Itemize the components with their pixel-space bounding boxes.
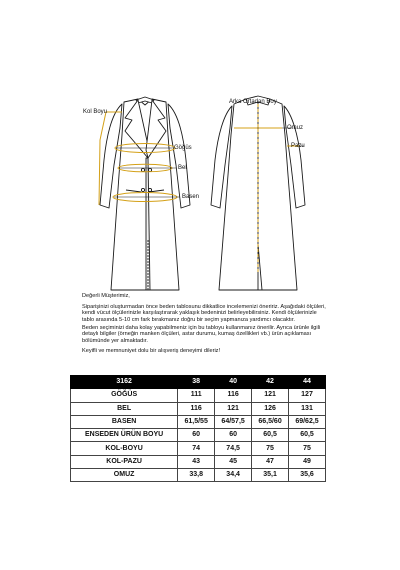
table-cell: 60,5 <box>252 429 289 442</box>
table-cell: 35,1 <box>252 469 289 482</box>
table-cell: KOL-BOYU <box>71 442 178 455</box>
label-shoulder: Omuz <box>287 125 304 131</box>
table-cell: 69/62,5 <box>289 415 326 428</box>
table-cell: 60 <box>215 429 252 442</box>
table-cell: OMUZ <box>71 469 178 482</box>
table-cell: 60 <box>178 429 215 442</box>
table-cell: 45 <box>215 455 252 468</box>
front-view-coat <box>100 97 190 290</box>
table-cell: 126 <box>252 402 289 415</box>
table-cell: 33,8 <box>178 469 215 482</box>
intro-paragraph-2: Beden seçiminizi daha kolay yapabilmeniz için bu tabloyu kullanmanız önerilir. Ayrıca ürünle ilgili detaylı bilgiler (örneğin manken ölçüleri, astar durumu, kumaş özellikleri vb.) ürün açıklaması bölümünde yer almaktadır. <box>82 324 321 344</box>
table-cell: 116 <box>178 402 215 415</box>
table-cell: 35,6 <box>289 469 326 482</box>
label-bicep: Pazu <box>291 143 305 149</box>
table-row <box>71 402 326 415</box>
size-chart-table <box>70 375 326 482</box>
label-chest: Göğüs <box>174 145 192 151</box>
table-cell: 121 <box>215 402 252 415</box>
table-row <box>71 389 326 402</box>
table-cell: 49 <box>289 455 326 468</box>
label-waist: Bel <box>178 165 187 171</box>
table-cell: ENSEDEN ÜRÜN BOYU <box>71 429 178 442</box>
table-header-cell: 38 <box>178 376 215 389</box>
table-cell: 43 <box>178 455 215 468</box>
table-row <box>71 442 326 455</box>
closing-text: Keyifli ve memnuniyet dolu bir alışveriş deneyimi dileriz! <box>82 347 221 354</box>
table-cell: BASEN <box>71 415 178 428</box>
table-cell: 60,5 <box>289 429 326 442</box>
table-header-cell: 3162 <box>71 376 178 389</box>
table-cell: 74,5 <box>215 442 252 455</box>
greeting-text: Değerli Müşterimiz, <box>82 293 130 299</box>
table-row <box>71 469 326 482</box>
table-row <box>71 429 326 442</box>
table-cell: 47 <box>252 455 289 468</box>
table-cell: 75 <box>252 442 289 455</box>
table-cell: 66,5/60 <box>252 415 289 428</box>
table-cell: BEL <box>71 402 178 415</box>
label-back-length: Arka Ortadan Boy <box>229 99 277 105</box>
table-cell: GÖĞÜS <box>71 389 178 402</box>
table-header-cell: 44 <box>289 376 326 389</box>
label-sleeve-length: Kol Boyu <box>83 109 108 115</box>
table-header-cell: 40 <box>215 376 252 389</box>
table-cell: 121 <box>252 389 289 402</box>
table-cell: 111 <box>178 389 215 402</box>
table-cell: 127 <box>289 389 326 402</box>
label-hip: Basen <box>182 194 200 200</box>
table-header-cell: 42 <box>252 376 289 389</box>
table-cell: KOL-PAZU <box>71 455 178 468</box>
table-row <box>71 415 326 428</box>
table-cell: 75 <box>289 442 326 455</box>
table-cell: 74 <box>178 442 215 455</box>
table-row <box>71 455 326 468</box>
table-cell: 131 <box>289 402 326 415</box>
table-cell: 34,4 <box>215 469 252 482</box>
intro-paragraph-1: Siparişinizi oluşturmadan önce beden tablosunu dikkatlice incelemenizi öneririz. Aşağıdaki ölçüleri, kendi vücut ölçülerinizle karşılaştırarak yaklaşık bedeninizi belirleyebilirsiniz. Kendi ölçülerinizle tablo arasında 5-10 cm fark bırakmanız doğru bir seçim yapmanıza yardımcı olacaktır. <box>82 303 326 323</box>
customer-note <box>82 293 330 356</box>
table-cell: 61,5/55 <box>178 415 215 428</box>
table-cell: 64/57,5 <box>215 415 252 428</box>
table-cell: 116 <box>215 389 252 402</box>
table-header-row <box>71 376 326 389</box>
